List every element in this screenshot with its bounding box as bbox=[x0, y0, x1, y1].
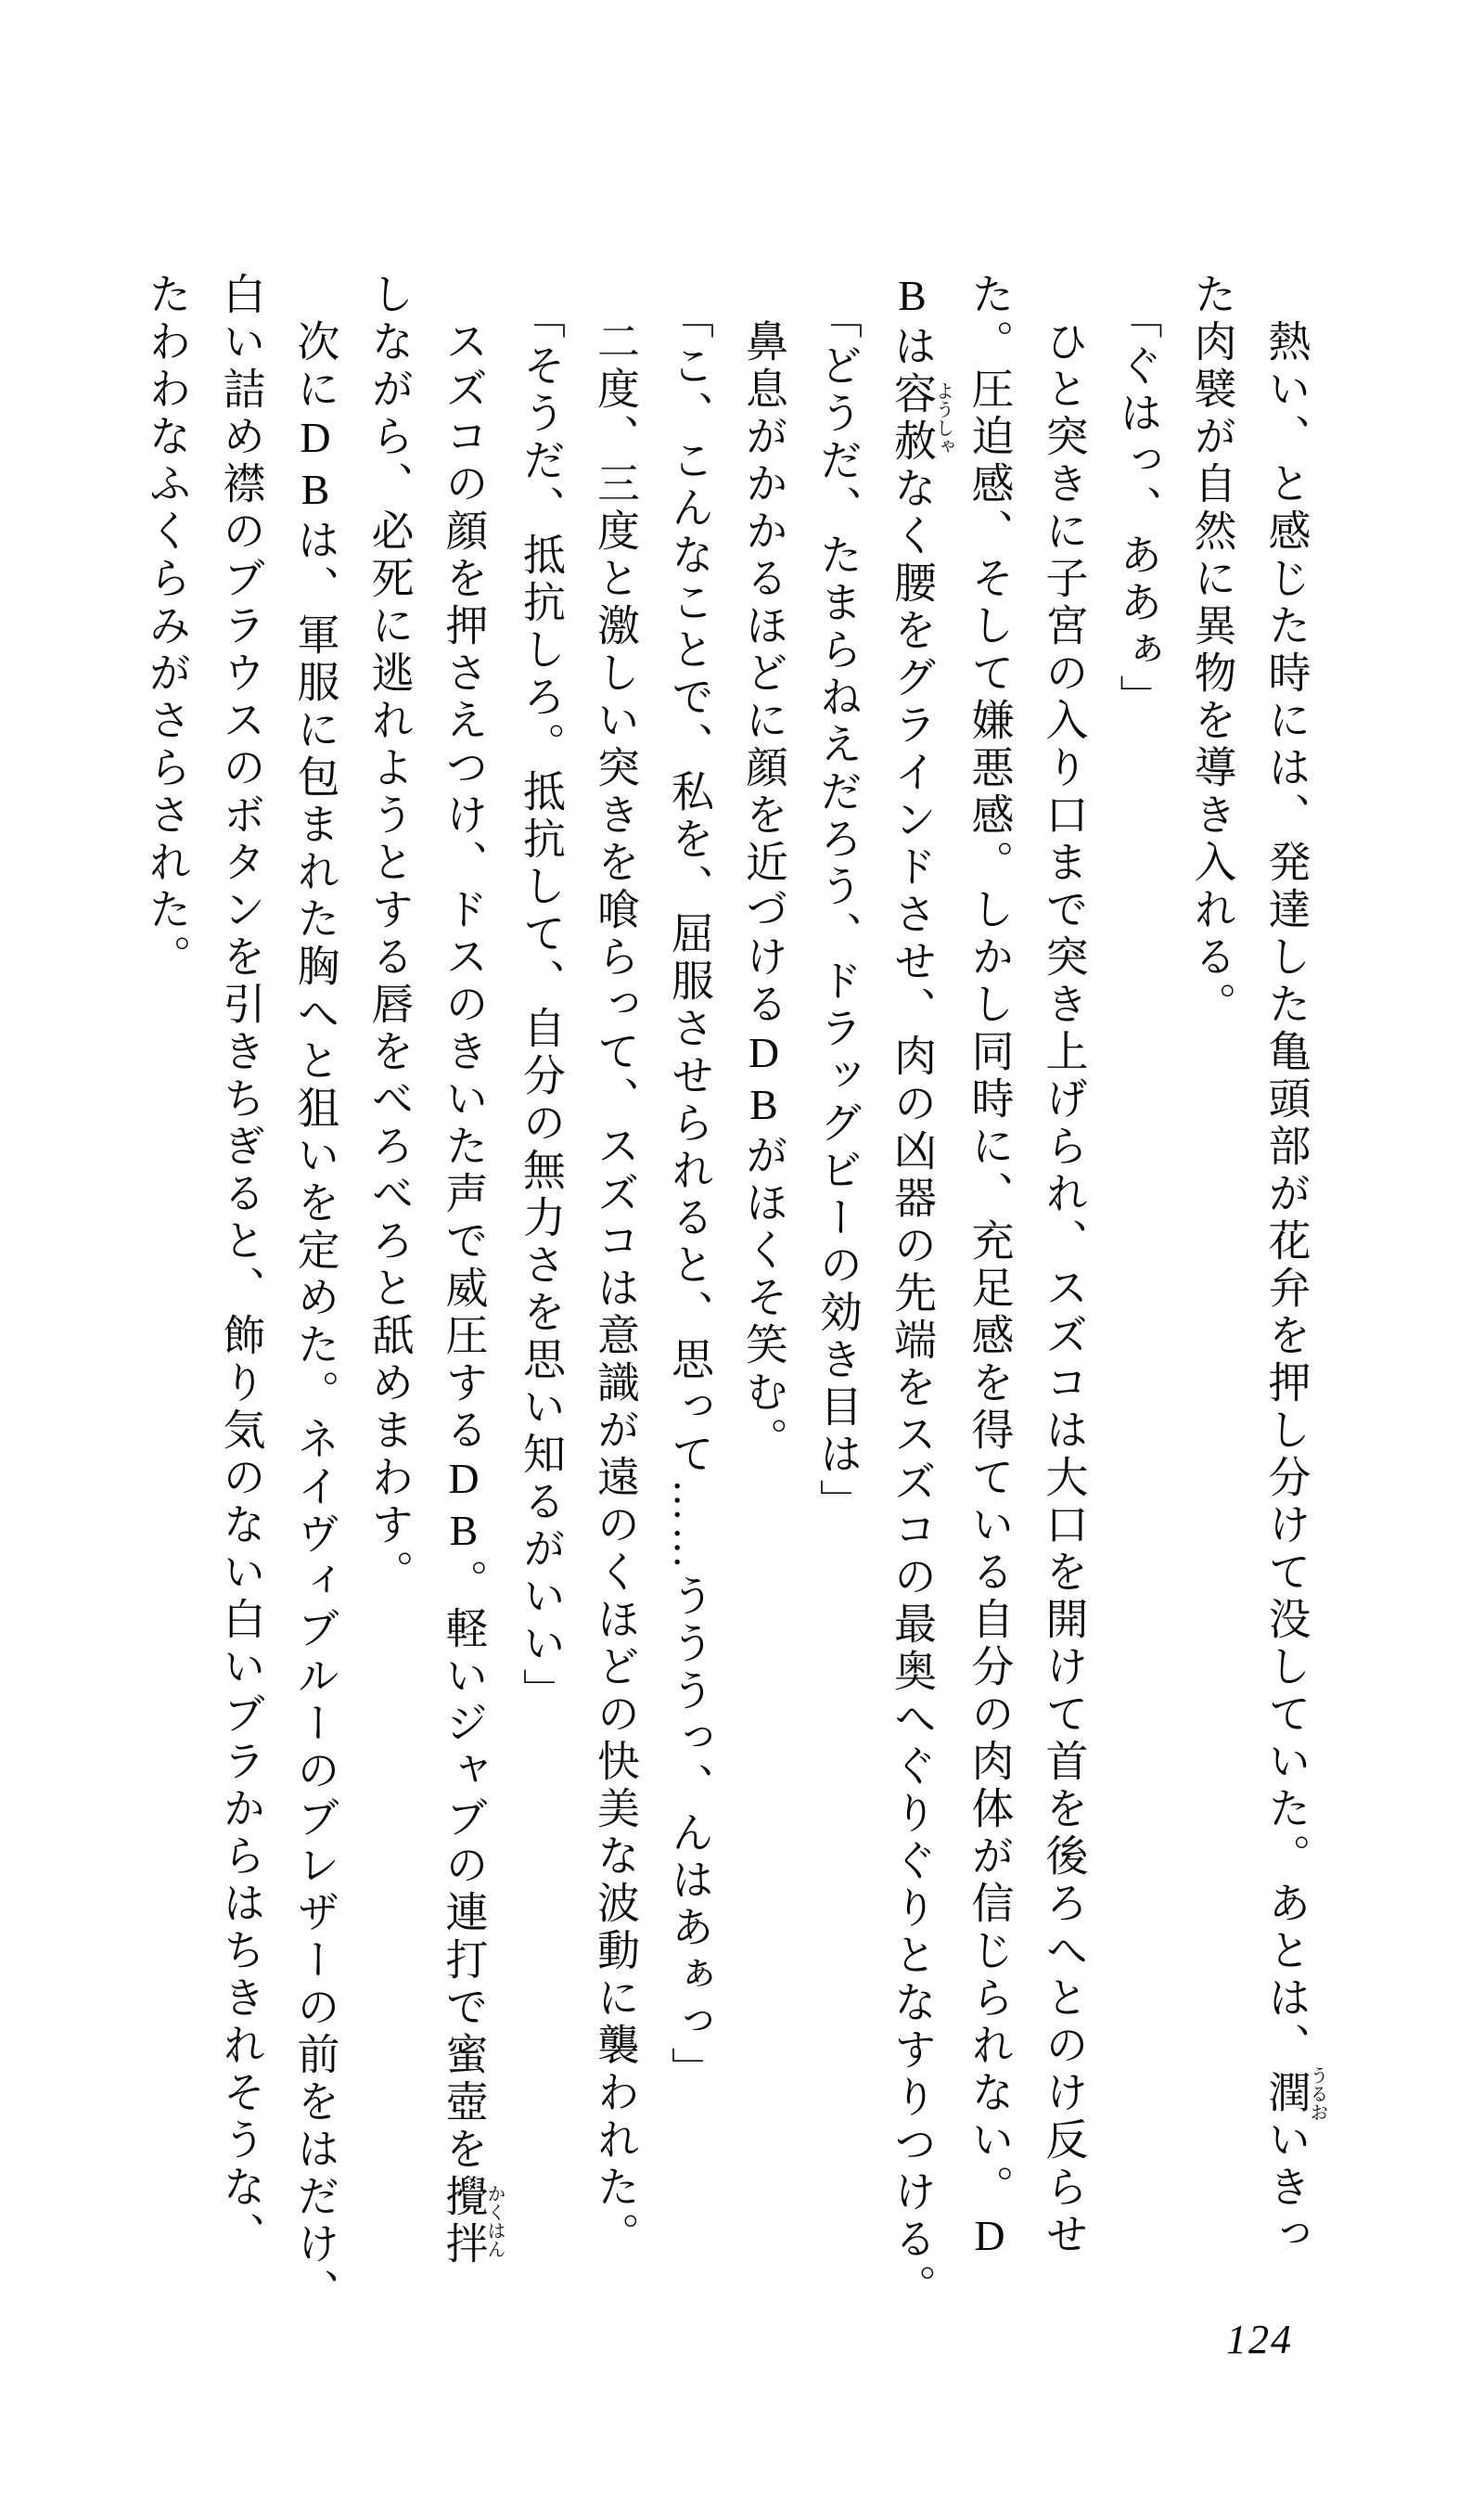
upright-latin: B bbox=[740, 1081, 787, 1133]
text-column: 「ぐはっ、ああぁ」 bbox=[1114, 296, 1162, 722]
text-column: 白い詰め襟のブラウスのボタンを引きちぎると、飾り気のない白いブラからはちきれそうな、 bbox=[217, 272, 265, 2259]
furigana-ruby: 攪拌かくはん bbox=[440, 2174, 505, 2268]
upright-latin: B bbox=[291, 466, 339, 518]
text-column: しながら、必死に逃れようとする唇をべろべろと舐めまわす。 bbox=[365, 272, 414, 1597]
furigana-ruby: 容赦ようしゃ bbox=[889, 371, 953, 466]
text-column: スズコの顔を押さえつけ、ドスのきいた声で威圧するDB。軽いジャブの連打で蜜壺を攪拌かくはん bbox=[440, 319, 505, 2268]
text-column: たわわなふくらみがさらされた。 bbox=[143, 272, 191, 982]
upright-latin: D bbox=[966, 2212, 1014, 2264]
text-column: た肉襞が自然に異物を導き入れる。 bbox=[1188, 272, 1236, 1029]
text-column: ひと突きに子宮の入り口まで突き上げられ、スズコは大口を開けて首を後ろへとのけ反らせ bbox=[1040, 319, 1088, 2259]
text-column: 次にDBは、軍服に包まれた胸へと狙いを定めた。ネイヴィブルーのブレザーの前をはだけ、 bbox=[291, 319, 339, 2316]
text-column: 「こ、こんなことで、私を、屈服させられると、思って……うううっ、んはあぁっ」 bbox=[666, 296, 713, 2094]
page-text bbox=[139, 272, 1327, 2316]
upright-latin: D bbox=[740, 1029, 787, 1081]
upright-latin: D bbox=[440, 1455, 488, 1507]
text-column: た。圧迫感、そして嫌悪感。しかし同時に、充足感を得ている自分の肉体が信じられない。D bbox=[966, 272, 1014, 2264]
furigana-ruby: 潤うるお bbox=[1262, 2065, 1327, 2122]
page-number: 124 bbox=[1226, 2317, 1293, 2362]
text-column: Bは容赦ようしゃなく腰をグラインドさせ、肉の凶器の先端をスズコの最奥へぐりぐりとなすりつける。 bbox=[889, 272, 953, 2311]
text-column: 「どうだ、たまらねえだろう、ドラッグビーの効き目は」 bbox=[814, 296, 862, 1526]
text-column: 「そうだ、抵抗しろ。抵抗して、自分の無力さを思い知るがいい」 bbox=[518, 296, 565, 1716]
upright-latin: D bbox=[291, 414, 339, 466]
text-column: 熱い、と感じた時には、発達した亀頭部が花弁を押し分けて没していた。あとは、潤うるおいきっ bbox=[1262, 319, 1327, 2259]
upright-latin: B bbox=[440, 1507, 488, 1559]
text-column: 鼻息がかかるほどに顔を近づけるDBがほくそ笑む。 bbox=[740, 319, 787, 1464]
upright-latin: B bbox=[889, 272, 936, 324]
text-column: 二度、三度と激しい突きを喰らって、スズコは意識が遠のくほどの快美な波動に襲われた。 bbox=[592, 319, 639, 2259]
